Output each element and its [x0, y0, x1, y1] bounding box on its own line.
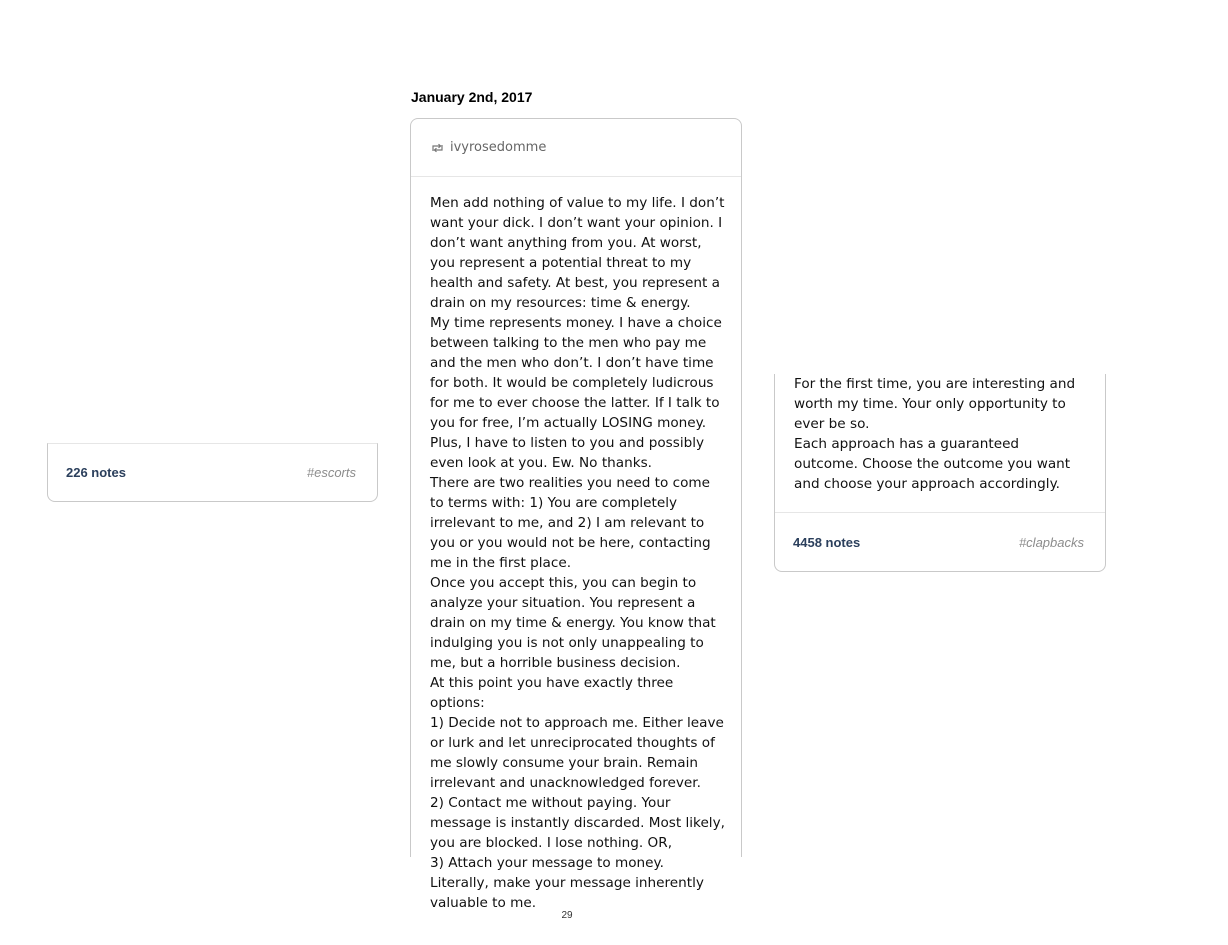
notes-count[interactable]: 226 notes — [66, 465, 126, 480]
post-header — [411, 119, 741, 177]
post-paragraph: There are two realities you need to come to terms with: 1) You are completely irrelevant to me, and 2) I am relevant to you or you would not be here, contacting me in the first place. — [430, 475, 711, 571]
tag-link[interactable]: #escorts — [306, 465, 356, 480]
notes-count[interactable]: 4458 notes — [793, 534, 861, 550]
post-paragraph: Each approach has a guaranteed outcome. Choose the outcome you want and choose your approach accordingly. — [794, 436, 1071, 492]
post-paragraph: For the first time, you are interesting and worth my time. Your only opportunity to ever be so. — [794, 376, 1076, 432]
date-heading: January 2nd, 2017 — [411, 89, 533, 105]
reblog-icon — [430, 142, 445, 154]
reblog-username[interactable]: ivyrosedomme — [450, 140, 547, 155]
post-footer — [48, 444, 377, 501]
post-footer — [775, 512, 1105, 571]
post-paragraph: 3) Attach your message to money. Literally, make your message inherently valuable to me. — [430, 855, 704, 911]
post-paragraph: Once you accept this, you can begin to analyze your situation. You represent a drain on my time & energy. You know that indulging you is not only unappealing to me, but a horrible business decision. — [430, 575, 716, 671]
post-paragraph: 2) Contact me without paying. Your message is instantly discarded. Most likely, you are blocked. I lose nothing. OR, — [430, 795, 725, 851]
post-card-left — [47, 443, 378, 502]
post-body — [411, 177, 741, 913]
post-card-center — [410, 118, 742, 911]
post-paragraph: My time represents money. I have a choice between talking to the men who pay me and the men who don’t. I don’t have time for both. It would be completely ludicrous for me to ever choose the latter. If I talk to you for free, I’m actually LOSING money. Plus, I have to listen to you and possibly even look at you. Ew. No thanks. — [430, 315, 722, 471]
post-body — [775, 374, 1105, 494]
post-paragraph: Men add nothing of value to my life. I don’t want your dick. I don’t want your opinion. I don’t want anything from you. At worst, you represent a potential threat to my health and safety. At best, you represent a drain on my resources: time & energy. — [430, 195, 725, 311]
tag-link[interactable]: #clapbacks — [1018, 534, 1084, 550]
post-paragraph: 1) Decide not to approach me. Either leave or lurk and let unreciprocated thoughts of me slowly consume your brain. Remain irrelevant and unacknowledged forever. — [430, 715, 724, 791]
page-number: 29 — [561, 910, 573, 921]
post-card-right — [774, 374, 1106, 572]
post-paragraph: At this point you have exactly three options: — [430, 675, 674, 711]
